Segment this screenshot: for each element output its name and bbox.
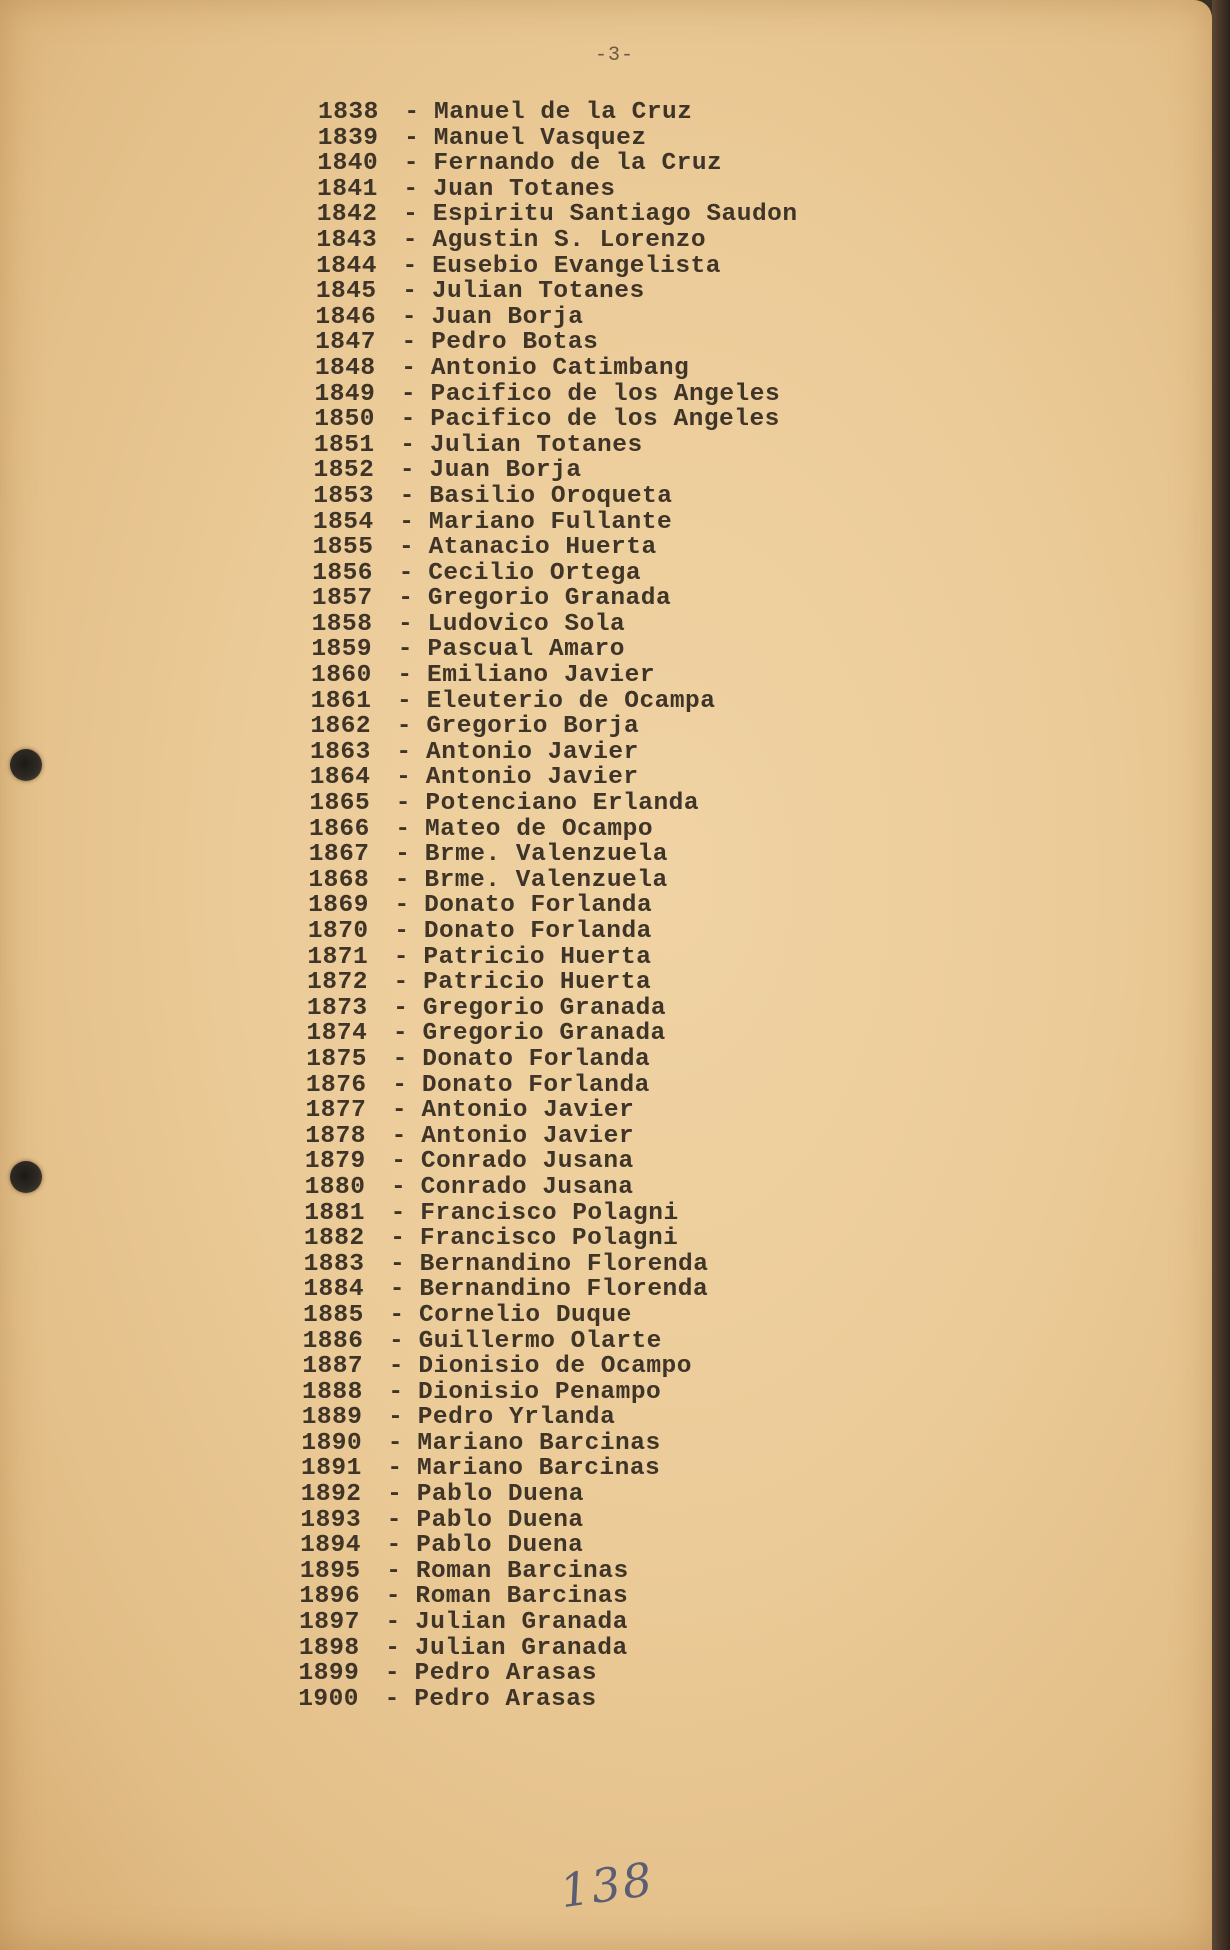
entry-name: Mateo de Ocampo [425,815,654,843]
entry-year: 1840 [317,150,379,178]
list-item [310,714,797,740]
entry-separator: - [392,1071,408,1099]
entry-separator: - [389,1327,405,1355]
entry-year: 1866 [309,815,370,843]
entry-year: 1839 [317,124,379,152]
entry-name: Francisco Polagni [419,1225,679,1253]
entry-name: Brme. Valenzuela [424,866,668,894]
entry-separator: - [391,1122,407,1150]
entry-year: 1846 [315,303,377,331]
entry-separator: - [399,457,416,485]
entry-name: Cornelio Duque [419,1301,632,1329]
entry-name: Donato Forlanda [423,918,652,945]
entry-name: Roman Barcinas [415,1557,629,1585]
entry-year: 1845 [315,278,377,306]
entry-name: Atanacio Huerta [428,534,657,562]
list-item [313,484,797,510]
entry-separator: - [388,1353,404,1381]
entry-name: Conrado Jusana [420,1148,634,1176]
entry-name: Espiritu Santiago Saudon [432,201,798,229]
list-item [308,868,797,894]
entry-name: Pablo Duena [416,1506,584,1534]
entry-year: 1881 [304,1199,366,1227]
entry-separator: - [396,738,412,766]
list-item [306,1047,797,1073]
list-item [315,356,798,382]
entry-year: 1861 [310,687,372,715]
list-item [299,1636,798,1662]
entry-name: Donato Forlanda [422,1045,651,1073]
entry-separator: - [385,1609,401,1637]
list-item [309,817,798,843]
punch-hole [10,1161,42,1193]
entry-year: 1870 [307,918,369,945]
entry-name: Eusebio Evangelista [432,252,721,280]
entry-year: 1860 [311,662,372,690]
entry-separator: - [403,201,419,229]
entry-year: 1894 [300,1532,361,1560]
entry-year: 1853 [313,482,375,510]
entry-name: Antonio Javier [421,1122,635,1150]
entry-year: 1882 [303,1225,365,1253]
entry-year: 1844 [316,252,377,280]
entry-name: Conrado Jusana [420,1173,634,1201]
entry-year: 1884 [303,1276,365,1304]
list-item [299,1610,797,1636]
entry-name: Eleuterio de Ocampa [426,687,716,715]
list-item [303,1303,798,1329]
entry-year: 1898 [298,1634,360,1662]
list-item [300,1559,798,1585]
handwritten-folio-number: 138 [556,1851,658,1919]
entry-separator: - [391,1173,407,1201]
list-item [318,100,798,126]
entry-name: Ludovico Sola [427,610,626,638]
entry-year: 1892 [300,1481,362,1509]
list-item [299,1584,797,1610]
list-item [299,1661,798,1687]
list-item [315,330,797,356]
entry-name: Brme. Valenzuela [424,841,668,869]
list-item [307,1021,798,1047]
list-item [309,791,797,817]
list-item [307,996,798,1022]
entry-name: Agustin S. Lorenzo [432,226,707,254]
entry-separator: - [386,1532,402,1560]
entry-name: Dionisio de Ocampo [418,1353,692,1381]
entry-year: 1893 [300,1506,362,1534]
entry-year: 1883 [303,1250,365,1278]
entry-separator: - [394,892,410,920]
entry-year: 1895 [299,1557,361,1585]
entry-separator: - [403,150,419,178]
entry-name: Juan Totanes [433,175,616,203]
entry-year: 1862 [310,713,372,741]
page-edge-shadow [1212,0,1230,1950]
list-item [298,1687,797,1713]
entry-separator: - [401,354,417,382]
list-item [316,279,798,305]
entry-name: Fernando de la Cruz [433,150,723,178]
list-item [312,586,798,612]
year-name-list [298,99,798,1713]
list-item [303,1329,798,1355]
entry-separator: - [397,636,413,664]
list-item [317,151,797,177]
list-item [310,765,798,791]
entry-name: Patricio Huerta [423,943,652,971]
entry-separator: - [385,1583,401,1611]
list-item [301,1482,798,1508]
entry-name: Gregorio Granada [422,1020,666,1048]
list-item [301,1431,797,1457]
entry-year: 1867 [308,841,370,869]
entry-year: 1850 [314,406,376,434]
list-item [314,458,798,484]
entry-separator: - [393,969,409,997]
entry-name: Bernandino Florenda [419,1276,709,1304]
entry-separator: - [404,99,420,126]
entry-year: 1838 [318,99,379,126]
entry-year: 1877 [305,1097,367,1125]
entry-name: Julian Totanes [431,278,645,306]
entry-year: 1896 [299,1583,361,1611]
entry-year: 1851 [313,431,375,459]
list-item [314,407,797,433]
entry-separator: - [393,943,409,971]
entry-name: Potenciano Erlanda [425,790,700,818]
entry-separator: - [399,482,415,510]
list-item [313,535,798,561]
entry-name: Emiliano Javier [427,662,656,690]
entry-name: Pacifico de los Angeles [430,380,781,408]
entry-separator: - [398,610,414,638]
list-item [314,433,798,459]
entry-year: 1874 [306,1020,368,1048]
entry-separator: - [389,1276,405,1304]
entry-separator: - [388,1404,404,1432]
entry-separator: - [387,1429,403,1457]
entry-year: 1854 [312,508,374,536]
list-item [307,945,797,971]
list-item [300,1533,797,1559]
entry-name: Pacifico de los Angeles [430,406,780,434]
list-item [311,637,797,663]
entry-separator: - [392,1020,409,1048]
entry-name: Bernandino Florenda [419,1250,709,1278]
entry-separator: - [394,866,410,894]
entry-year: 1843 [316,226,378,254]
entry-year: 1857 [311,585,373,613]
list-item [309,842,798,868]
list-item [303,1277,797,1303]
entry-name: Manuel de la Cruz [434,99,693,126]
entry-year: 1841 [317,175,378,203]
list-item [305,1149,798,1175]
entry-year: 1869 [308,892,369,920]
entry-name: Antonio Catimbang [430,354,690,382]
entry-name: Pedro Botas [431,329,599,357]
entry-name: Guillermo Olarte [418,1327,662,1355]
entry-year: 1856 [312,559,374,587]
list-item [306,1073,798,1099]
entry-year: 1890 [301,1429,363,1457]
entry-separator: - [384,1660,401,1688]
entry-year: 1899 [298,1660,360,1688]
entry-year: 1865 [309,790,371,818]
list-item [317,202,798,228]
entry-name: Pedro Arasas [414,1685,597,1713]
list-item [302,1405,798,1431]
entry-separator: - [389,1301,405,1329]
list-item [308,893,797,919]
entry-name: Antonio Javier [421,1097,635,1125]
entry-separator: - [387,1455,403,1483]
entry-year: 1868 [308,866,370,894]
list-item [313,510,798,536]
entry-name: Francisco Polagni [420,1199,679,1227]
list-item [316,254,797,280]
list-item [307,970,797,996]
list-item [300,1508,797,1534]
entry-name: Pedro Arasas [414,1660,597,1688]
entry-name: Pedro Yrlanda [417,1404,616,1432]
entry-separator: - [400,431,416,459]
list-item [312,561,797,587]
list-item [308,919,798,945]
entry-separator: - [399,508,415,536]
entry-year: 1879 [304,1148,366,1176]
entry-name: Dionisio Penampo [418,1378,662,1406]
page-number: -3- [595,44,635,67]
entry-name: Patricio Huerta [423,969,652,997]
entry-separator: - [386,1557,402,1585]
entry-separator: - [391,1148,407,1176]
entry-separator: - [391,1097,408,1125]
entry-year: 1887 [302,1353,364,1381]
entry-year: 1855 [312,534,374,562]
entry-year: 1886 [302,1327,364,1355]
entry-name: Antonio Javier [425,764,639,792]
entry-separator: - [395,790,411,818]
list-item [304,1201,797,1227]
entry-separator: - [397,687,413,715]
list-item [317,177,798,203]
entry-year: 1900 [298,1685,360,1713]
entry-separator: - [390,1225,406,1253]
entry-name: Mariano Fullante [428,508,673,536]
list-item [302,1354,797,1380]
entry-name: Gregorio Borja [426,713,640,741]
entry-year: 1897 [299,1609,360,1637]
entry-year: 1859 [311,636,373,664]
entry-year: 1842 [316,201,378,229]
entry-name: Julian Totanes [429,431,643,459]
entry-name: Juan Borja [431,303,584,331]
entry-year: 1875 [306,1045,368,1073]
entry-year: 1872 [307,969,368,997]
entry-separator: - [403,175,419,203]
entry-name: Donato Forlanda [424,892,653,920]
entry-year: 1888 [302,1378,363,1406]
entry-separator: - [390,1199,406,1227]
list-item [311,663,798,689]
entry-separator: - [399,534,415,562]
entry-name: Donato Forlanda [421,1071,650,1099]
entry-name: Julian Granada [414,1634,628,1662]
entry-year: 1871 [307,943,369,971]
entry-separator: - [387,1481,403,1509]
entry-year: 1885 [303,1301,364,1329]
entry-separator: - [402,252,418,280]
entry-year: 1878 [305,1122,367,1150]
entry-separator: - [388,1378,404,1406]
entry-separator: - [386,1506,402,1534]
list-item [302,1380,798,1406]
list-item [311,689,798,715]
entry-separator: - [384,1685,400,1713]
entry-year: 1873 [306,994,368,1022]
entry-name: Antonio Javier [426,738,639,766]
entry-year: 1864 [309,764,371,792]
entry-year: 1848 [314,354,376,382]
list-item [315,305,797,331]
entry-name: Mariano Barcinas [417,1429,661,1457]
entry-year: 1863 [310,738,371,766]
punch-hole [10,749,42,781]
entry-separator: - [395,815,411,843]
entry-year: 1889 [301,1404,363,1432]
entry-year: 1876 [305,1071,367,1099]
entry-separator: - [397,662,413,690]
entry-name: Manuel Vasquez [433,124,647,152]
entry-name: Cecilio Ortega [428,559,642,587]
entry-year: 1891 [301,1455,362,1483]
entry-separator: - [385,1634,401,1662]
entry-year: 1852 [313,457,375,485]
entry-separator: - [402,226,418,254]
list-item [312,612,798,638]
entry-name: Mariano Barcinas [417,1455,661,1483]
entry-name: Gregorio Granada [422,994,667,1022]
entry-name: Roman Barcinas [415,1583,629,1611]
entry-separator: - [393,994,409,1022]
list-item [305,1175,798,1201]
list-item [316,228,797,254]
list-item [318,126,798,152]
entry-name: Juan Borja [429,457,582,485]
list-item [315,382,798,408]
entry-name: Julian Granada [415,1609,628,1637]
list-item [301,1456,798,1482]
entry-separator: - [404,124,420,152]
entry-name: Pablo Duena [416,1532,584,1560]
list-item [304,1226,798,1252]
entry-name: Basilio Oroqueta [429,482,673,510]
entry-separator: - [395,841,411,869]
entry-separator: - [390,1250,406,1278]
entry-separator: - [400,406,416,434]
entry-separator: - [392,1045,408,1073]
entry-separator: - [396,713,412,741]
entry-name: Gregorio Granada [427,585,672,613]
entry-separator: - [396,764,412,792]
list-item [306,1098,798,1124]
entry-separator: - [394,918,410,945]
entry-separator: - [398,559,414,587]
entry-separator: - [401,303,417,331]
list-item [310,740,798,766]
list-item [305,1124,797,1150]
entry-separator: - [401,329,417,357]
entry-year: 1858 [311,610,373,638]
entry-separator: - [402,278,418,306]
entry-year: 1847 [315,329,376,357]
entry-separator: - [400,380,417,408]
entry-separator: - [398,585,414,613]
entry-name: Pascual Amaro [427,636,625,664]
list-item [304,1252,798,1278]
entry-name: Pablo Duena [416,1481,584,1509]
entry-year: 1880 [304,1173,366,1201]
entry-year: 1849 [314,380,376,408]
